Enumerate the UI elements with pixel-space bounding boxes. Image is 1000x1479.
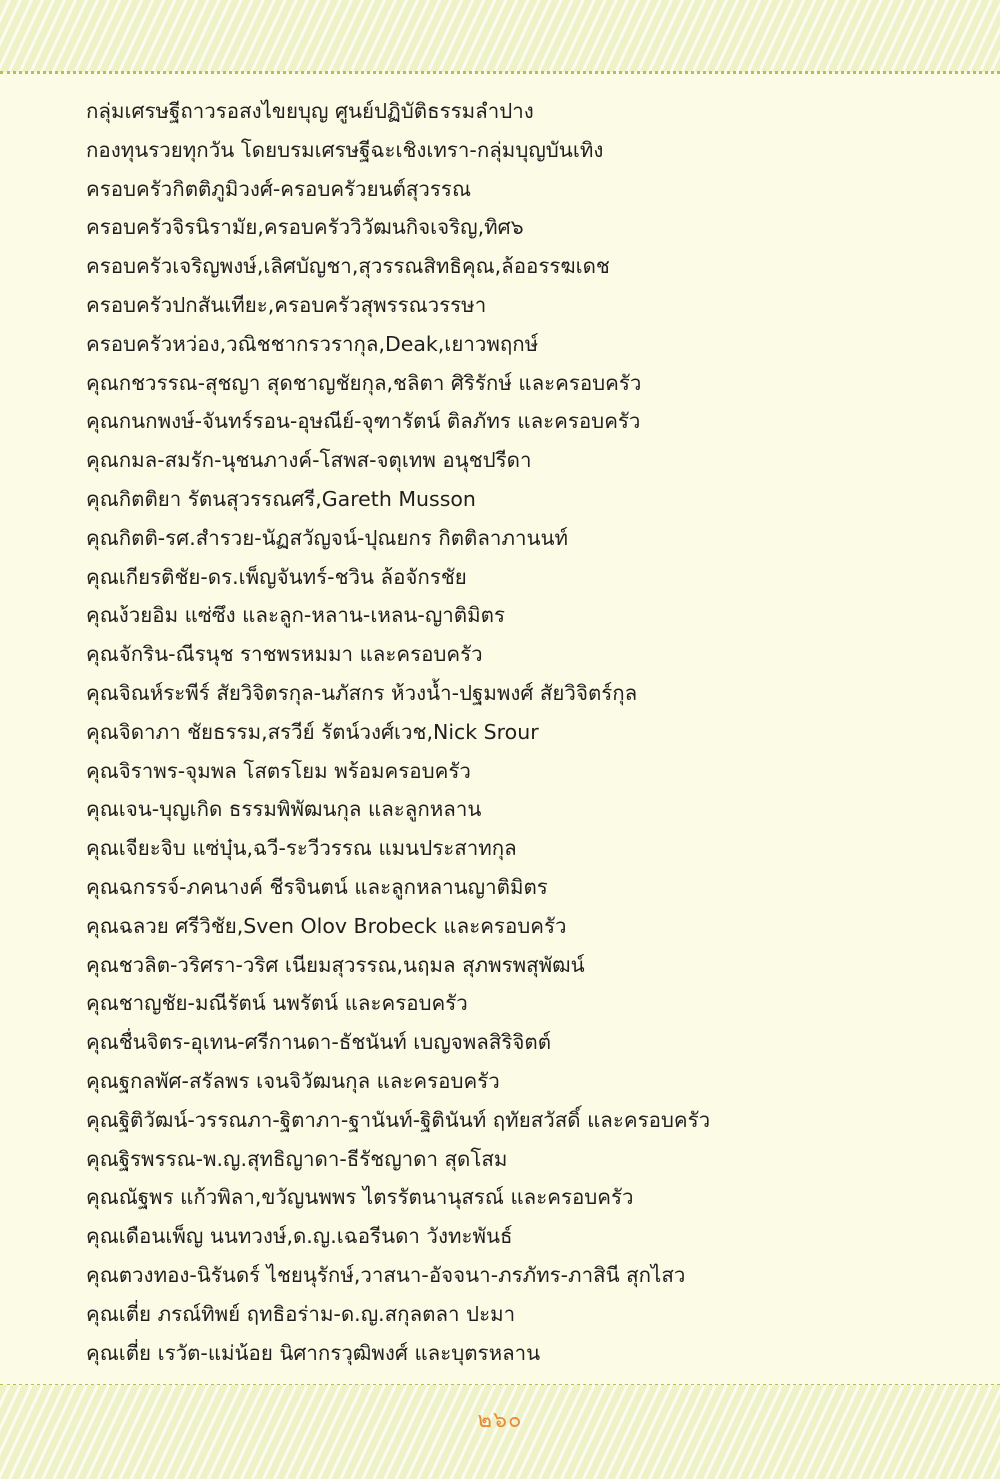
list-item: คุณกมล-สมรัก-นุชนภางค์-โสพส-จตุเทพ อนุชปรีดา (86, 448, 532, 473)
list-item: คุณจักริน-ณีรนุช ราชพรหมมา และครอบครัว (86, 642, 483, 667)
list-item: ครอบครัวหว่อง,วณิชชากรวรากุล,Deak,เยาวพฤกษ์ (86, 331, 539, 356)
list-item: ครอบครัวเจริญพงษ์,เลิศบัญชา,สุวรรณสิทธิคุณ,ล้ออรรฆเดช (86, 254, 610, 279)
list-item: คุณกนกพงษ์-จันทร์รอน-อุษณีย์-จุฑารัตน์ ติลภัทร และครอบครัว (86, 409, 641, 434)
list-item: ครอบครัวจิรนิรามัย,ครอบครัววิวัฒนกิจเจริญ,ทิศ๖ (86, 215, 524, 240)
list-item: คุณเจียะจิบ แซ่บุ๋น,ฉวี-ระวีวรรณ แมนประสาทกุล (86, 836, 517, 861)
list-item: กองทุนรวยทุกวัน โดยบรมเศรษฐีฉะเชิงเทรา-กลุ่มบุญบันเทิง (86, 137, 604, 162)
list-item: คุณจิราพร-จุมพล โสตรโยม พร้อมครอบครัว (86, 758, 471, 783)
list-item: คุณฉลวย ศรีวิชัย,Sven Olov Brobeck และครอบครัว (86, 913, 567, 938)
list-item: คุณง้วยอิม แซ่ซึง และลูก-หลาน-เหลน-ญาติมิตร (86, 603, 505, 628)
list-item: คุณเกียรติชัย-ดร.เพ็ญจันทร์-ชวิน ล้อจักรชัย (86, 564, 467, 589)
list-item: คุณกิตติยา รัตนสุวรรณศรี,Gareth Musson (86, 486, 476, 511)
list-item: คุณชาญชัย-มณีรัตน์ นพรัตน์ และครอบครัว (86, 991, 468, 1016)
list-item: คุณชวลิต-วริศรา-วริศ เนียมสุวรรณ,นฤมล สุภพรพสุพัฒน์ (86, 952, 585, 977)
list-item: คุณจิณห์ระพีร์ สัยวิจิตรกุล-นภัสกร ห้วงน้ำ-ปฐมพงศ์ สัยวิจิตร์กุล (86, 680, 638, 705)
donor-list (86, 92, 966, 1377)
list-item: คุณฐิติวัฒน์-วรรณภา-ฐิตาภา-ฐานันท์-ฐิตินันท์ ฤทัยสวัสดิ์ และครอบครัว (86, 1107, 711, 1132)
list-item: คุณกชวรรณ-สุชญา สุดชาญชัยกุล,ชลิตา ศิริรักษ์ และครอบครัว (86, 370, 642, 395)
list-item: คุณฐกลพัศ-สรัลพร เจนจิวัฒนกุล และครอบครัว (86, 1068, 500, 1093)
top-decorative-band (0, 0, 1000, 72)
list-item: ครอบครัวปกสันเทียะ,ครอบครัวสุพรรณวรรษา (86, 292, 487, 317)
list-item: คุณณัฐพร แก้วพิลา,ขวัญนพพร ไตรรัตนานุสรณ์ และครอบครัว (86, 1185, 634, 1210)
list-item: คุณเตี่ย ภรณ์ทิพย์ ฤทธิอร่าม-ด.ญ.สกุลตลา ปะมา (86, 1301, 516, 1326)
page-number: ๒๖๐ (477, 1408, 523, 1433)
list-item: กลุ่มเศรษฐีถาวรอสงไขยบุญ ศูนย์ปฏิบัติธรรมลำปาง (86, 99, 534, 123)
list-item: คุณฉกรรจ์-ภคนางค์ ชีรจินตน์ และลูกหลานญาติมิตร (86, 874, 548, 899)
list-item: ครอบครัวกิตติภูมิวงศ์-ครอบครัวยนต์สุวรรณ (86, 176, 471, 201)
list-item: คุณกิตติ-รศ.สำรวย-นัฏสวัญจน์-ปุณยกร กิตติลาภานนท์ (86, 525, 569, 550)
list-item: คุณเจน-บุญเกิด ธรรมพิพัฒนกุล และลูกหลาน (86, 797, 482, 822)
list-item: คุณฐิรพรรณ-พ.ญ.สุทธิญาดา-ธีรัชญาดา สุดโสม (86, 1146, 508, 1171)
list-item: คุณเดือนเพ็ญ นนทวงษ์,ด.ญ.เฉอรีนดา วังทะพันธ์ (86, 1224, 513, 1249)
list-item: คุณจิดาภา ชัยธรรม,สรวีย์ รัตน์วงศ์เวช,Nick Srour (86, 719, 539, 744)
top-dotted-divider (0, 71, 1000, 74)
list-item: คุณตวงทอง-นิรันดร์ ไชยนุรักษ์,วาสนา-อัจจนา-ภรภัทร-ภาสินี สุกไสว (86, 1262, 686, 1287)
list-item: คุณเตี่ย เรวัต-แม่น้อย นิศากรวุฒิพงศ์ และบุตรหลาน (86, 1340, 541, 1365)
list-item: คุณชื่นจิตร-อุเทน-ศรีกานดา-ธัชนันท์ เบญจพลสิริจิตต์ (86, 1030, 552, 1055)
